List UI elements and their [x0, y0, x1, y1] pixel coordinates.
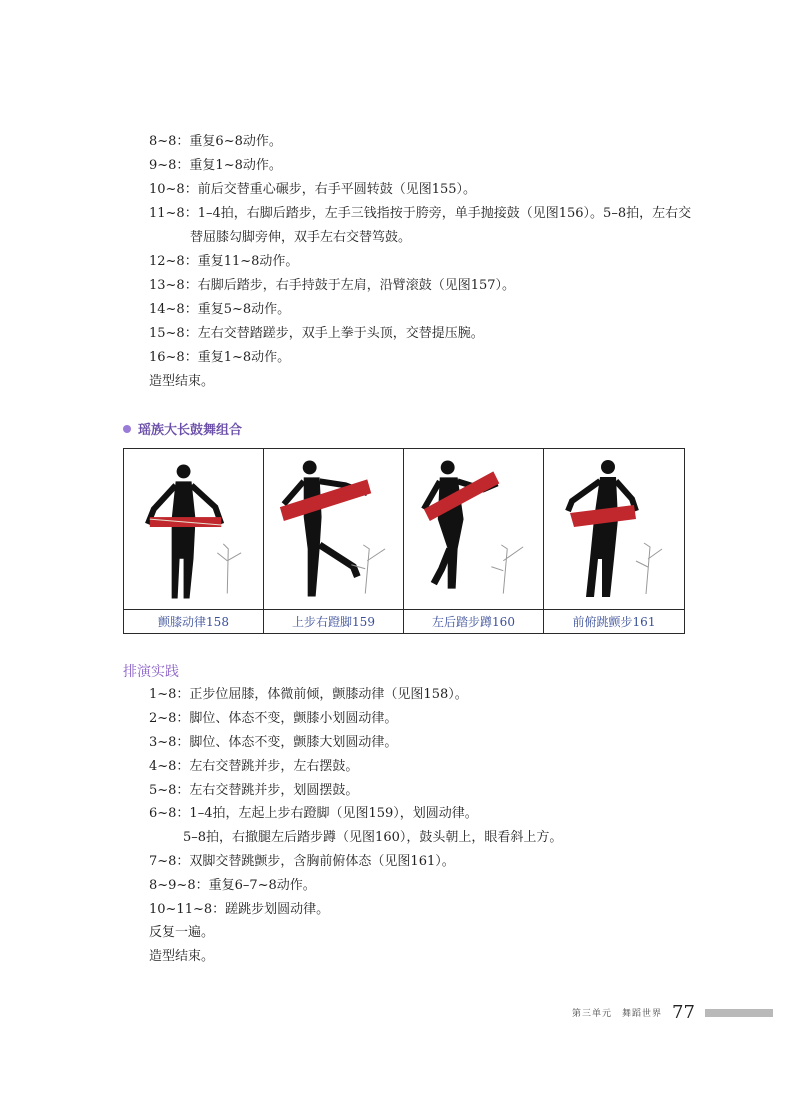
text-line: 11~8：1–4拍，右脚后踏步，左手三钱指按于胯旁，单手抛接鼓（见图156）。5–8拍，左右交 — [149, 206, 692, 221]
text-line: 10~11~8：蹉跳步划圆动律。 — [149, 902, 330, 917]
bullet-icon — [123, 425, 131, 433]
text-line: 3~8：脚位、体态不变，颤膝大划圆动律。 — [149, 735, 398, 750]
text-line: 4~8：左右交替跳并步，左右摆鼓。 — [149, 759, 359, 774]
text-line: 反复一遍。 — [149, 925, 215, 940]
figure-161-photo — [544, 449, 684, 609]
text-line: 造型结束。 — [149, 374, 215, 389]
figure-caption: 颤膝动律158 — [124, 609, 264, 633]
text-line: 造型结束。 — [149, 949, 215, 964]
figure-caption: 前俯跳颤步161 — [544, 609, 684, 633]
text-line: 5~8：左右交替跳并步，划圆摆鼓。 — [149, 783, 359, 798]
section-title-text: 瑶族大长鼓舞组合 — [138, 423, 243, 438]
text-line: 1~8：正步位屈膝，体微前倾，颤膝动律（见图158）。 — [149, 687, 468, 702]
dancer-illustration-icon — [404, 449, 543, 609]
text-line: 10~8：前后交替重心碾步，右手平圆转鼓（见图155）。 — [149, 182, 477, 197]
dancer-illustration-icon — [124, 449, 263, 609]
footer-bar — [705, 1009, 773, 1017]
section-title — [123, 419, 242, 438]
dancer-illustration-icon — [544, 449, 684, 609]
text-line: 9~8：重复1~8动作。 — [149, 158, 282, 173]
text-line: 13~8：右脚后踏步，右手持鼓于左肩，沿臂滚鼓（见图157）。 — [149, 278, 516, 293]
unit-label: 第三单元 舞蹈世界 — [572, 1009, 663, 1019]
page-number: 77 — [672, 1002, 695, 1023]
subheading: 排演实践 — [123, 664, 179, 680]
dancer-illustration-icon — [264, 449, 403, 609]
text-line: 替屈膝勾脚旁伸，双手左右交替笃鼓。 — [190, 230, 412, 245]
text-line: 6~8：1–4拍，左起上步右蹬脚（见图159），划圆动律。 — [149, 806, 478, 821]
figure-caption: 左后踏步蹲160 — [404, 609, 544, 633]
figure-caption: 上步右蹬脚159 — [264, 609, 404, 633]
text-line: 15~8：左右交替踏蹉步，双手上拳于头顶，交替提压腕。 — [149, 326, 484, 341]
figure-158-photo — [124, 449, 264, 609]
page-footer — [572, 1002, 773, 1023]
text-line: 12~8：重复11~8动作。 — [149, 254, 299, 269]
text-line: 2~8：脚位、体态不变，颤膝小划圆动律。 — [149, 711, 398, 726]
figure-160-photo — [404, 449, 544, 609]
figure-159-photo — [264, 449, 404, 609]
text-line: 14~8：重复5~8动作。 — [149, 302, 291, 317]
text-line: 5–8拍，右撤腿左后踏步蹲（见图160），鼓头朝上，眼看斜上方。 — [183, 830, 563, 845]
figure-table — [123, 448, 685, 634]
text-line: 8~9~8：重复6–7~8动作。 — [149, 878, 316, 893]
text-line: 8~8：重复6~8动作。 — [149, 134, 282, 149]
text-line: 7~8：双脚交替跳颤步，含胸前俯体态（见图161）。 — [149, 854, 455, 869]
text-line: 16~8：重复1~8动作。 — [149, 350, 291, 365]
